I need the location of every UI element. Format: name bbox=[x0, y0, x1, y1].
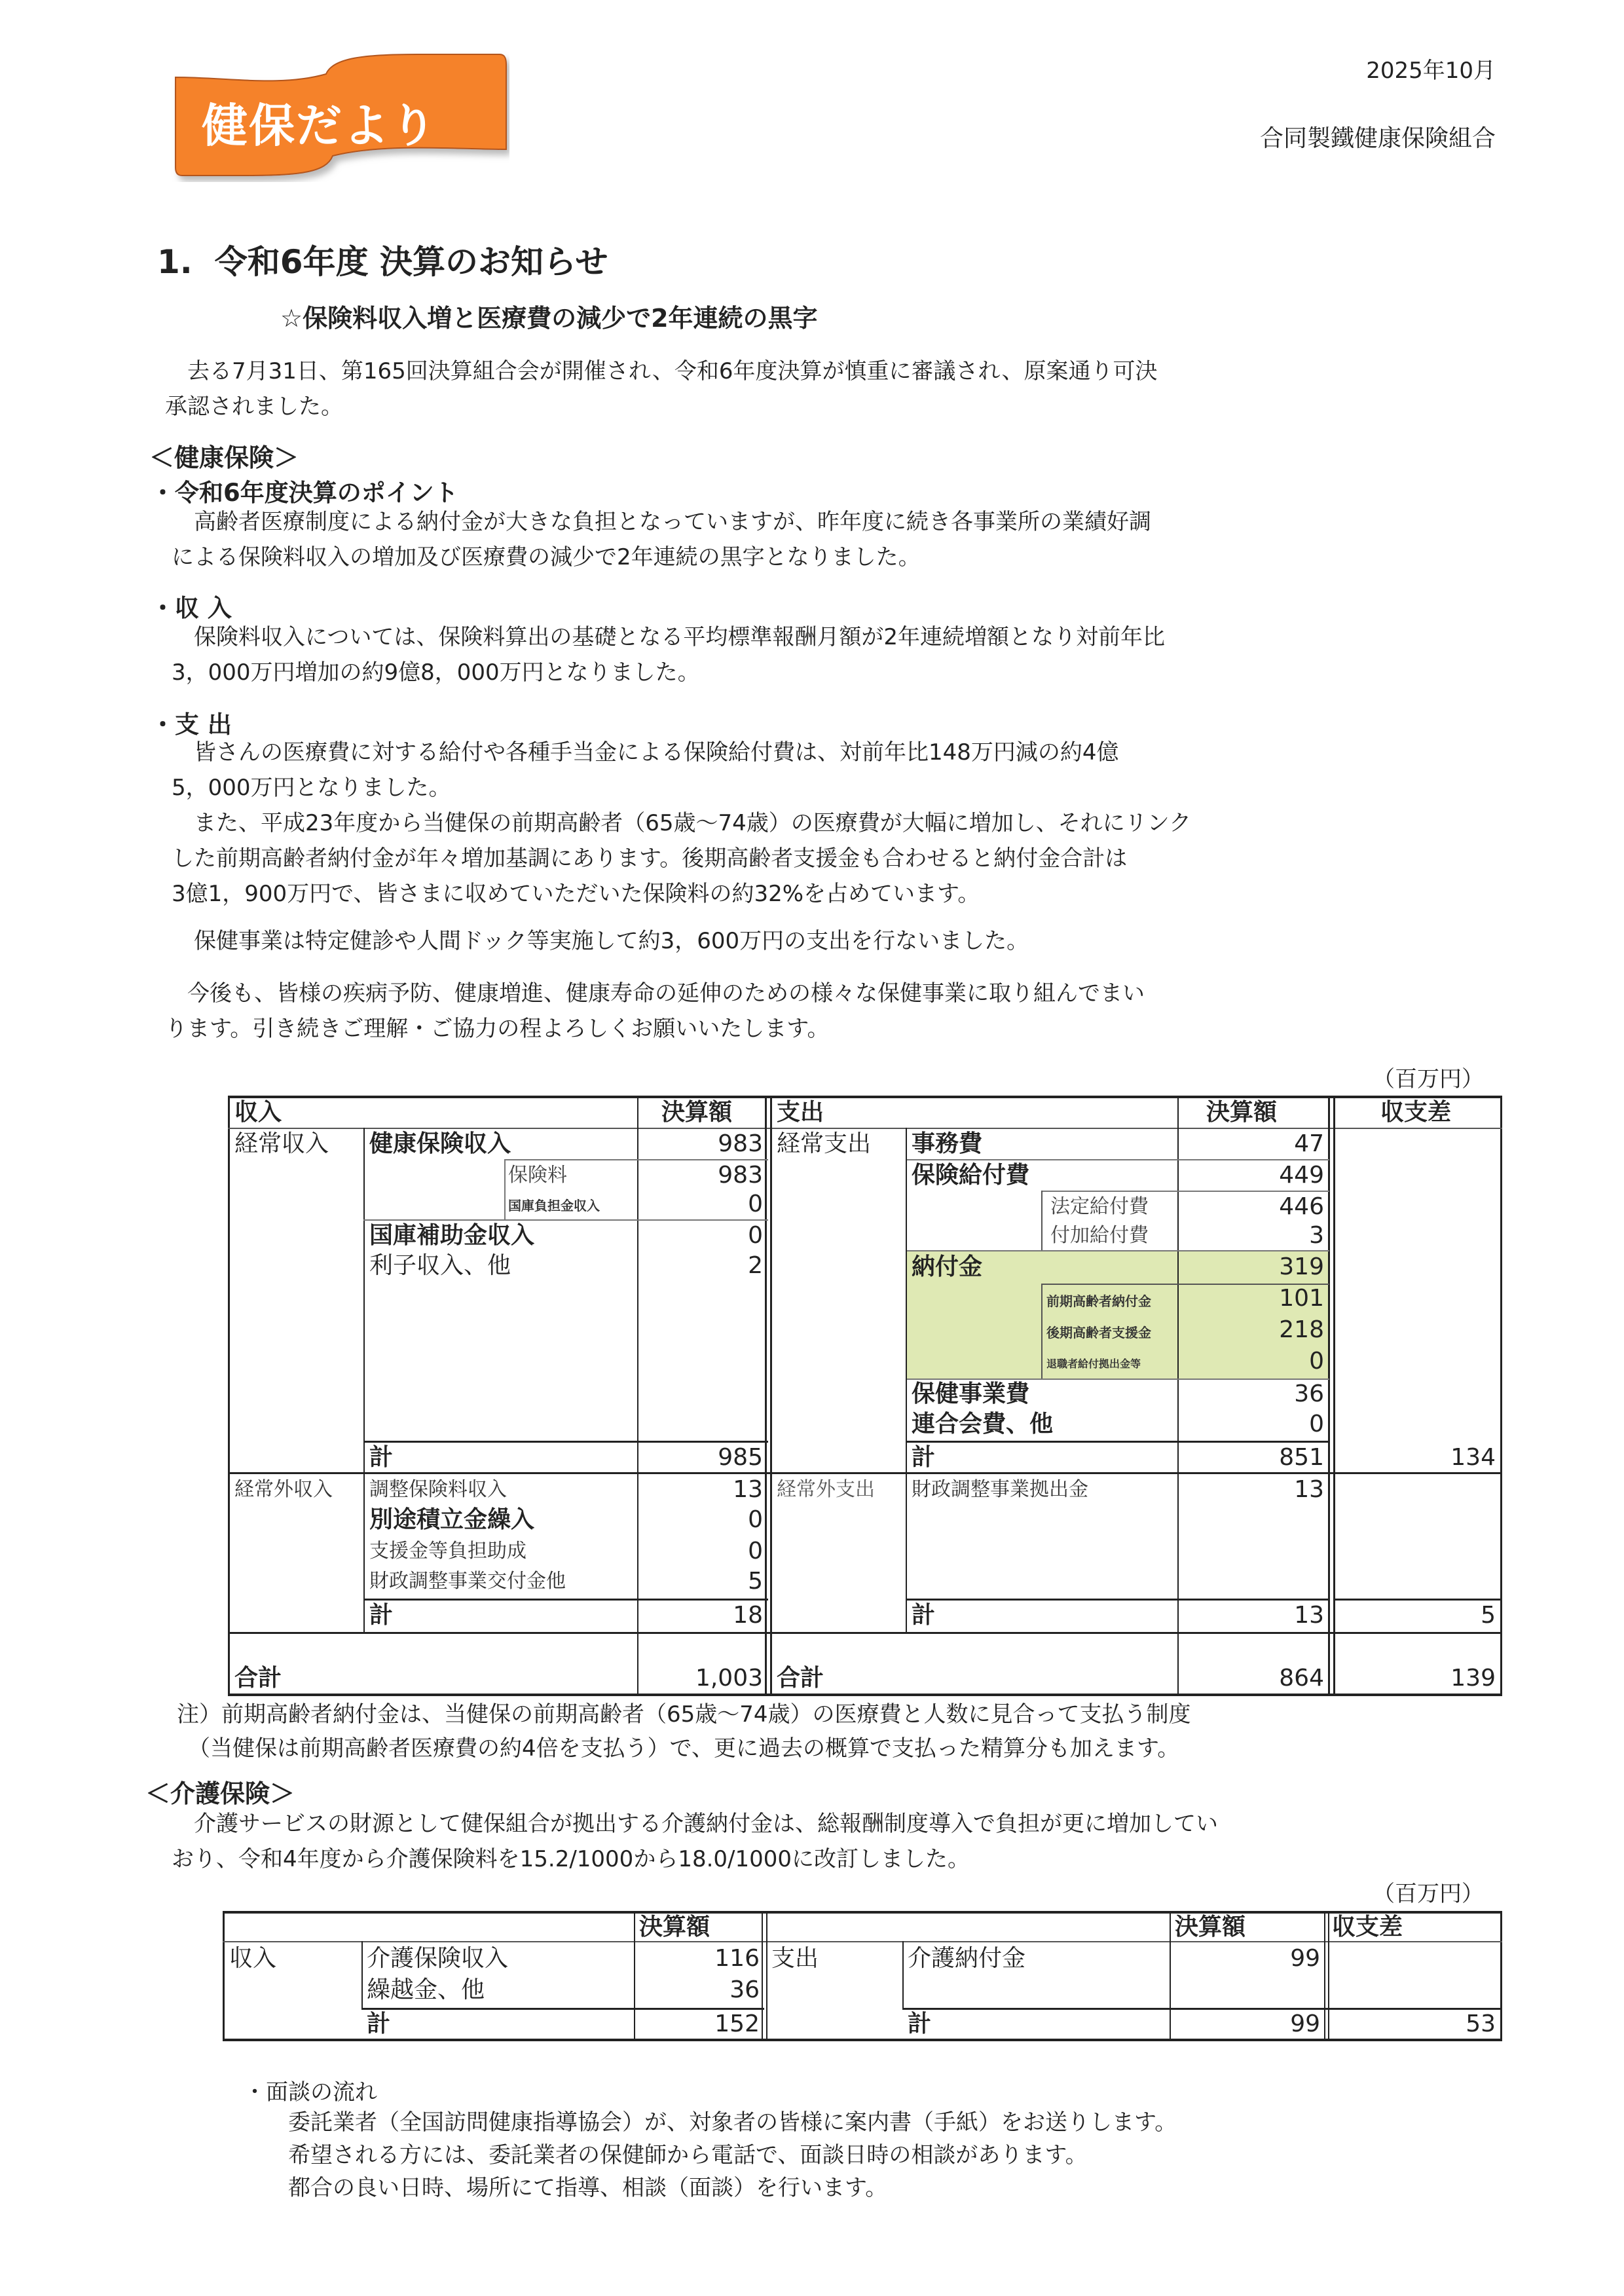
closing-paragraph bbox=[165, 976, 1145, 1046]
expense-subitem-label: 前期高齢者納付金 bbox=[1046, 1293, 1151, 1309]
expense-paragraph bbox=[172, 735, 1191, 912]
expense-header: 支出 bbox=[777, 1099, 824, 1126]
kaigo-income-item-value: 116 bbox=[714, 1945, 760, 1972]
income-subitem-value: 983 bbox=[718, 1162, 763, 1189]
intro-line: 去る7月31日、第165回決算組合会が開催され、令和6年度決算が慎重に審議され、原案通り可決 bbox=[165, 358, 1158, 384]
income-subitem-label: 国庫負担金収入 bbox=[508, 1198, 600, 1213]
kaigo-income-label: 収入 bbox=[229, 1945, 277, 1972]
expense-line: また、平成23年度から当健保の前期高齢者（65歳～74歳）の医療費が大幅に増加し、それにリンク bbox=[172, 810, 1192, 836]
kaigo-income-amount-header: 決算額 bbox=[639, 1914, 710, 1940]
kaigo-income-item-value: 36 bbox=[729, 1976, 760, 2003]
expense-item-label: 納付金 bbox=[912, 1253, 983, 1280]
income-item-label: 健康保険収入 bbox=[369, 1130, 511, 1157]
extra-income-item-label: 別途積立金繰入 bbox=[369, 1506, 535, 1533]
extra-income-item-value: 0 bbox=[748, 1506, 763, 1533]
extra-income-subtotal: 18 bbox=[733, 1602, 763, 1629]
expense-subitem-label: 付加給付費 bbox=[1050, 1224, 1149, 1247]
point-line: による保険料収入の増加及び医療費の減少で2年連続の黒字となりました。 bbox=[172, 544, 921, 570]
kaigo-line: 介護サービスの財源として健保組合が拠出する介護納付金は、総報酬制度導入で負担が更に増加してい bbox=[172, 1811, 1218, 1837]
extra-income-item-value: 13 bbox=[733, 1476, 763, 1503]
closing-line: 今後も、皆様の疾病予防、健康増進、健康寿命の延伸のための様々な保健事業に取り組んでまい bbox=[165, 980, 1145, 1007]
income-subitem-label: 保険料 bbox=[508, 1164, 567, 1187]
issue-date: 2025年10月 bbox=[1366, 58, 1496, 84]
extra-income-item-value: 0 bbox=[748, 1538, 763, 1565]
expense-line: 皆さんの医療費に対する給付や各種手当金による保険給付費は、対前年比148万円減の約4億 bbox=[172, 739, 1119, 766]
footnote-line: 注）前期高齢者納付金は、当健保の前期高齢者（65歳～74歳）の医療費と人数に見合って支払う制度 bbox=[177, 1701, 1191, 1728]
kenko-heading: ＜健康保険＞ bbox=[149, 443, 299, 472]
expense-total: 864 bbox=[1279, 1665, 1324, 1692]
interview-line: 都合の良い日時、場所にて指導、相談（面談）を行います。 bbox=[288, 2175, 888, 2201]
kaigo-income-item-label: 介護保険収入 bbox=[367, 1945, 509, 1972]
income-item-value: 0 bbox=[748, 1222, 763, 1249]
footnote-line: （当健保は前期高齢者医療費の約4倍を支払う）で、更に過去の概算で支払った精算分も加えます。 bbox=[177, 1735, 1180, 1762]
income-total: 1,003 bbox=[695, 1665, 763, 1692]
expense-amount-header: 決算額 bbox=[1206, 1099, 1278, 1126]
kaigo-balance-header: 収支差 bbox=[1332, 1914, 1403, 1940]
extra-expense-item-value: 13 bbox=[1294, 1476, 1324, 1503]
expense-subitem-label: 法定給付費 bbox=[1050, 1195, 1149, 1218]
kaigo-expense-subtotal: 99 bbox=[1290, 2010, 1320, 2037]
ordinary-expense-subtotal-label: 計 bbox=[912, 1444, 936, 1471]
balance-header: 収支差 bbox=[1380, 1099, 1452, 1126]
section-title-text: 令和6年度 決算のお知らせ bbox=[214, 243, 608, 281]
section-title bbox=[157, 236, 608, 283]
income-amount-header: 決算額 bbox=[661, 1099, 733, 1126]
income-paragraph bbox=[172, 620, 1165, 690]
extra-income-item-label: 支援金等負担助成 bbox=[369, 1540, 526, 1563]
kaigo-income-subtotal-label: 計 bbox=[367, 2010, 391, 2037]
point-line: 高齢者医療制度による納付金が大きな負担となっていますが、昨年度に続き各事業所の業績好調 bbox=[172, 509, 1151, 535]
income-item-label: 利子収入、他 bbox=[369, 1252, 511, 1279]
table-footnote bbox=[177, 1697, 1191, 1766]
extra-expense-subtotal: 13 bbox=[1294, 1602, 1324, 1629]
closing-line: ります。引き続きご理解・ご協力の程よろしくお願いいたします。 bbox=[165, 1016, 830, 1042]
total-balance: 139 bbox=[1450, 1665, 1496, 1692]
health-project-paragraph: 保健事業は特定健診や人間ドック等実施して約3，600万円の支出を行ないました。 bbox=[172, 928, 1029, 954]
income-item-label: 国庫補助金収入 bbox=[369, 1222, 535, 1249]
expense-item-value: 36 bbox=[1294, 1380, 1324, 1407]
kaigo-paragraph bbox=[172, 1806, 1218, 1877]
extra-income-label: 経常外収入 bbox=[234, 1478, 333, 1501]
extra-expense-subtotal-label: 計 bbox=[912, 1602, 936, 1629]
section-subtitle: ☆保険料収入増と医療費の減少で2年連続の黒字 bbox=[280, 304, 818, 333]
income-total-label: 合計 bbox=[234, 1665, 282, 1692]
interview-heading: ・面談の流れ bbox=[244, 2079, 377, 2105]
income-line: 3，000万円増加の約9億8，000万円となりました。 bbox=[172, 659, 700, 686]
ordinary-expense-label: 経常支出 bbox=[777, 1130, 872, 1157]
organization-name: 合同製鐵健康保険組合 bbox=[1259, 125, 1496, 152]
newsletter-logo-banner bbox=[169, 51, 509, 182]
interview-line: 希望される方には、委託業者の保健師から電話で、面談日時の相談があります。 bbox=[288, 2142, 1088, 2168]
expense-item-label: 連合会費、他 bbox=[912, 1411, 1054, 1437]
expense-subitem-value: 3 bbox=[1309, 1222, 1324, 1249]
kaigo-expense-item-label: 介護納付金 bbox=[908, 1945, 1026, 1972]
kaigo-expense-amount-header: 決算額 bbox=[1175, 1914, 1246, 1940]
expense-item-label: 保健事業費 bbox=[912, 1380, 1030, 1407]
logo-text: 健保だより bbox=[202, 99, 437, 153]
ordinary-income-label: 経常収入 bbox=[234, 1130, 329, 1157]
income-heading: ・収 入 bbox=[151, 594, 232, 622]
extra-balance: 5 bbox=[1481, 1602, 1496, 1629]
ordinary-income-subtotal: 985 bbox=[718, 1444, 763, 1471]
expense-item-label: 事務費 bbox=[912, 1130, 983, 1157]
expense-subitem-value: 218 bbox=[1279, 1316, 1324, 1343]
kaigo-table-unit-label: （百万円） bbox=[1373, 1881, 1484, 1907]
income-subitem-value: 0 bbox=[748, 1191, 763, 1217]
kaigo-heading: ＜介護保険＞ bbox=[145, 1779, 295, 1808]
interview-line: 委託業者（全国訪問健康指導協会）が、対象者の皆様に案内書（手紙）をお送りします。 bbox=[288, 2109, 1177, 2136]
expense-heading: ・支 出 bbox=[151, 711, 232, 739]
income-line: 保険料収入については、保険料算出の基礎となる平均標準報酬月額が2年連続増額となり対前年比 bbox=[172, 624, 1165, 650]
expense-item-value: 449 bbox=[1279, 1162, 1324, 1189]
interview-steps bbox=[288, 2106, 1177, 2204]
expense-subitem-label: 退職者給付拠出金等 bbox=[1046, 1358, 1141, 1370]
table-unit-label: （百万円） bbox=[1373, 1066, 1484, 1092]
expense-item-value: 319 bbox=[1279, 1253, 1324, 1280]
expense-total-label: 合計 bbox=[777, 1665, 824, 1692]
expense-subitem-value: 101 bbox=[1279, 1285, 1324, 1312]
ordinary-expense-subtotal: 851 bbox=[1279, 1444, 1324, 1471]
kaigo-expense-label: 支出 bbox=[771, 1945, 819, 1972]
kaigo-balance: 53 bbox=[1466, 2010, 1496, 2037]
point-paragraph bbox=[172, 504, 1151, 575]
kaigo-income-subtotal: 152 bbox=[714, 2010, 760, 2037]
extra-income-item-value: 5 bbox=[748, 1568, 763, 1595]
expense-line: 3億1，900万円で、皆さまに収めていただいた保険料の約32%を占めています。 bbox=[172, 881, 980, 907]
expense-line: 5，000万円となりました。 bbox=[172, 775, 451, 801]
extra-income-item-label: 財政調整事業交付金他 bbox=[369, 1570, 566, 1593]
extra-expense-label: 経常外支出 bbox=[777, 1478, 875, 1501]
kaigo-expense-subtotal-label: 計 bbox=[908, 2010, 932, 2037]
point-heading: ・令和6年度決算のポイント bbox=[151, 479, 458, 507]
ordinary-balance: 134 bbox=[1450, 1444, 1496, 1471]
income-item-value: 983 bbox=[718, 1130, 763, 1157]
extra-income-item-label: 調整保険料収入 bbox=[369, 1478, 507, 1501]
expense-item-value: 47 bbox=[1294, 1130, 1324, 1157]
expense-item-value: 0 bbox=[1309, 1411, 1324, 1437]
expense-subitem-value: 446 bbox=[1279, 1193, 1324, 1220]
expense-subitem-label: 後期高齢者支援金 bbox=[1046, 1325, 1151, 1341]
expense-item-label: 保険給付費 bbox=[912, 1162, 1030, 1189]
ordinary-income-subtotal-label: 計 bbox=[369, 1444, 394, 1471]
kaigo-income-item-label: 繰越金、他 bbox=[367, 1976, 485, 2003]
expense-subitem-value: 0 bbox=[1309, 1348, 1324, 1375]
intro-line: 承認されました。 bbox=[165, 394, 343, 420]
intro-paragraph bbox=[165, 354, 1158, 424]
extra-income-subtotal-label: 計 bbox=[369, 1602, 394, 1629]
income-item-value: 2 bbox=[748, 1252, 763, 1279]
section-number: 1. bbox=[157, 243, 193, 281]
expense-line: した前期高齢者納付金が年々増加基調にあります。後期高齢者支援金も合わせると納付金合計は bbox=[172, 845, 1128, 872]
kaigo-line: おり、令和4年度から介護保険料を15.2/1000から18.0/1000に改訂しました。 bbox=[172, 1846, 970, 1872]
income-header: 収入 bbox=[234, 1099, 282, 1126]
kaigo-expense-item-value: 99 bbox=[1290, 1945, 1320, 1972]
extra-expense-item-label: 財政調整事業拠出金 bbox=[912, 1478, 1088, 1501]
